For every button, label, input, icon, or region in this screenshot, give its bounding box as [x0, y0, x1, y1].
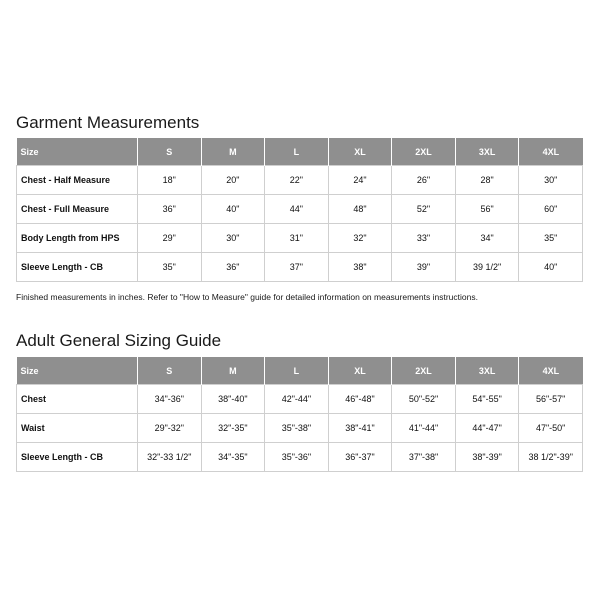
table-row [17, 195, 583, 224]
row-label: Chest [17, 385, 138, 414]
table-cell: 36" [138, 195, 202, 224]
table-cell: 44" [265, 195, 329, 224]
table-cell: 32"-35" [201, 414, 265, 443]
table-cell: 24" [328, 166, 392, 195]
table-cell: 35" [519, 224, 583, 253]
table-cell: 54"-55" [455, 385, 519, 414]
header-cell-size: Size [17, 138, 138, 166]
header-cell-3xl: 3XL [455, 138, 519, 166]
table-cell: 20" [201, 166, 265, 195]
table-row [17, 253, 583, 282]
table-cell: 38 1/2"-39" [519, 443, 583, 472]
row-label: Sleeve Length - CB [17, 253, 138, 282]
table-cell: 52" [392, 195, 456, 224]
row-label: Chest - Full Measure [17, 195, 138, 224]
header-cell-size: Size [17, 357, 138, 385]
table-cell: 34"-36" [138, 385, 202, 414]
table-cell: 38"-39" [455, 443, 519, 472]
table-cell: 35"-38" [265, 414, 329, 443]
table-cell: 50"-52" [392, 385, 456, 414]
adult-sizing-guide-table [16, 357, 583, 472]
header-cell-xl: XL [328, 357, 392, 385]
table-cell: 47"-50" [519, 414, 583, 443]
header-cell-xl: XL [328, 138, 392, 166]
table-cell: 38"-41" [328, 414, 392, 443]
table-row [17, 414, 583, 443]
row-label: Sleeve Length - CB [17, 443, 138, 472]
table-row [17, 443, 583, 472]
table-cell: 40" [519, 253, 583, 282]
header-cell-m: M [201, 138, 265, 166]
table-cell: 60" [519, 195, 583, 224]
header-cell-4xl: 4XL [519, 138, 583, 166]
header-cell-3xl: 3XL [455, 357, 519, 385]
table-cell: 39 1/2" [455, 253, 519, 282]
table-cell: 42"-44" [265, 385, 329, 414]
table-row [17, 224, 583, 253]
table-cell: 38" [328, 253, 392, 282]
table-cell: 35"-36" [265, 443, 329, 472]
table-cell: 34" [455, 224, 519, 253]
garment-measurements-table [16, 138, 583, 282]
table-cell: 18" [138, 166, 202, 195]
table-cell: 40" [201, 195, 265, 224]
header-cell-s: S [138, 138, 202, 166]
garment-measurements-title: Garment Measurements [16, 113, 200, 132]
table-cell: 30" [201, 224, 265, 253]
table-row [17, 166, 583, 195]
table-cell: 29"-32" [138, 414, 202, 443]
table-cell: 36"-37" [328, 443, 392, 472]
table-cell: 36" [201, 253, 265, 282]
header-cell-l: L [265, 357, 329, 385]
table-cell: 38"-40" [201, 385, 265, 414]
table-cell: 56"-57" [519, 385, 583, 414]
table-cell: 37" [265, 253, 329, 282]
table-cell: 30" [519, 166, 583, 195]
header-cell-4xl: 4XL [519, 357, 583, 385]
table-cell: 32" [328, 224, 392, 253]
table-cell: 39" [392, 253, 456, 282]
header-cell-2xl: 2XL [392, 138, 456, 166]
table-cell: 26" [392, 166, 456, 195]
table-cell: 46"-48" [328, 385, 392, 414]
table-row [17, 385, 583, 414]
table-cell: 37"-38" [392, 443, 456, 472]
table-cell: 22" [265, 166, 329, 195]
table-cell: 32"-33 1/2" [138, 443, 202, 472]
table-cell: 34"-35" [201, 443, 265, 472]
table-cell: 44"-47" [455, 414, 519, 443]
header-cell-l: L [265, 138, 329, 166]
table-cell: 35" [138, 253, 202, 282]
row-label: Waist [17, 414, 138, 443]
row-label: Chest - Half Measure [17, 166, 138, 195]
adult-sizing-guide-title: Adult General Sizing Guide [16, 331, 222, 350]
header-cell-s: S [138, 357, 202, 385]
table-cell: 56" [455, 195, 519, 224]
header-cell-m: M [201, 357, 265, 385]
table-cell: 31" [265, 224, 329, 253]
table-cell: 28" [455, 166, 519, 195]
table-cell: 29" [138, 224, 202, 253]
measurements-note: Finished measurements in inches. Refer to "How to Measure" guide for detailed information on measurements instructions. [16, 292, 478, 302]
table-header-row [17, 138, 583, 166]
table-header-row [17, 357, 583, 385]
table-cell: 33" [392, 224, 456, 253]
table-cell: 48" [328, 195, 392, 224]
table-cell: 41"-44" [392, 414, 456, 443]
header-cell-2xl: 2XL [392, 357, 456, 385]
row-label: Body Length from HPS [17, 224, 138, 253]
